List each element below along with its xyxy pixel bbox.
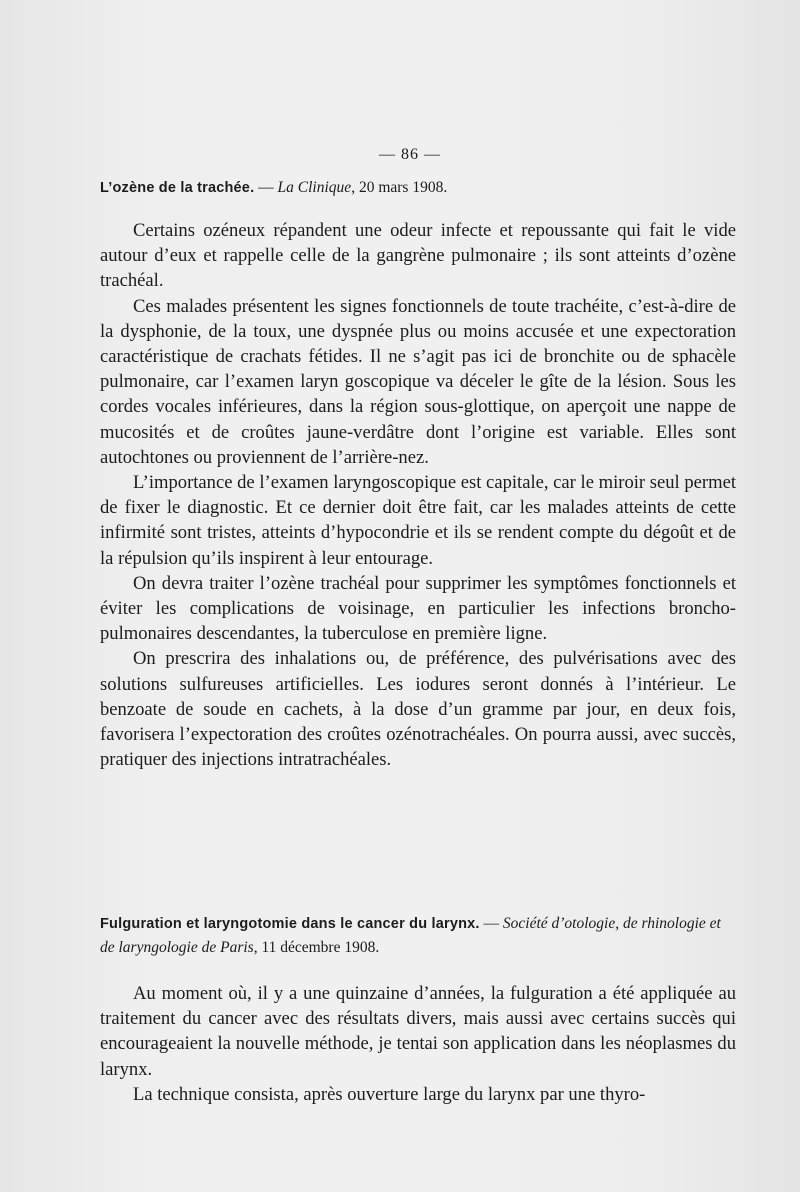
paragraph: Ces malades présentent les signes fonctionnels de toute trachéite, c’est-à-dire de la dysphonie, de la toux, une dyspnée plus ou moins accusée et une expectoration caractéristique de crachats fétides. Il ne s’agit pas ici de bronchite ou de sphacèle pulmonaire, car l’examen laryn goscopique va déceler le gîte de la lésion. Sous les cordes vocales inférieures, dans la région sous-glottique, on aperçoit une nappe de mucosités et de croûtes jaune-verdâtre dont l’origine est variable. Elles sont autochtones ou proviennent de l’arrière-nez. — [100, 295, 736, 468]
article-body — [100, 218, 736, 772]
paragraph: La technique consista, après ouverture large du larynx par une thyro- — [133, 1083, 646, 1105]
paragraph: Certains ozéneux répandent une odeur infecte et repoussante qui fait le vide autour d’eux et rappelle celle de la gangrène pulmonaire ; ils sont atteints d’ozène trachéal. — [100, 220, 736, 292]
publication-date: , 11 décembre 1908. — [253, 939, 380, 956]
article-heading — [100, 176, 736, 200]
article-ozene-trachee — [100, 176, 736, 772]
heading-dash: — — [254, 179, 278, 196]
paragraph: Au moment où, il y a une quinzaine d’années, la fulguration a été appliquée au traitement du cancer avec des résultats divers, mais aussi avec certains succès qui encourageaient la nouvelle méthode, je tentai son application dans les néoplasmes du larynx. — [100, 983, 736, 1080]
article-heading — [100, 912, 736, 959]
paragraph: On prescrira des inhalations ou, de préférence, des pulvérisations avec des solutions sulfureuses artificielles. Les iodures seront donnés à l’intérieur. Le benzoate de soude en cachets, à la dose d’un gramme par jour, en deux fois, favorisera l’expectoration des croûtes ozénotrachéales. On pourra aussi, avec succès, pratiquer des injections intratrachéales. — [100, 648, 736, 771]
journal-name: Société d’otologie, de rhinologie et de laryngologie de Paris — [100, 915, 721, 956]
page-number: — 86 — — [379, 146, 441, 163]
heading-dash: — — [479, 915, 503, 932]
article-title: Fulguration et laryngotomie dans le cancer du larynx. — [100, 916, 480, 932]
paragraph: On devra traiter l’ozène trachéal pour supprimer les symptômes fonctionnels et éviter les complications de voisinage, en particulier les infections broncho-pulmonaires descendantes, la tuberculose en première ligne. — [100, 572, 736, 645]
journal-name: La Clinique — [277, 179, 352, 196]
publication-date: , 20 mars 1908. — [351, 179, 448, 196]
article-body — [100, 981, 736, 1107]
article-fulguration-larynx — [100, 912, 736, 1107]
article-title: L’ozène de la trachée. — [100, 180, 255, 196]
paragraph: L’importance de l’examen laryngoscopique est capitale, car le miroir seul permet de fixer le diagnostic. Et ce dernier doit être fait, car les malades atteints de cette infirmité sont tristes, atteints d’hypocondrie et ils se rendent compte du dégoût et de la répulsion qu’ils inspirent à leur entourage. — [100, 472, 736, 569]
